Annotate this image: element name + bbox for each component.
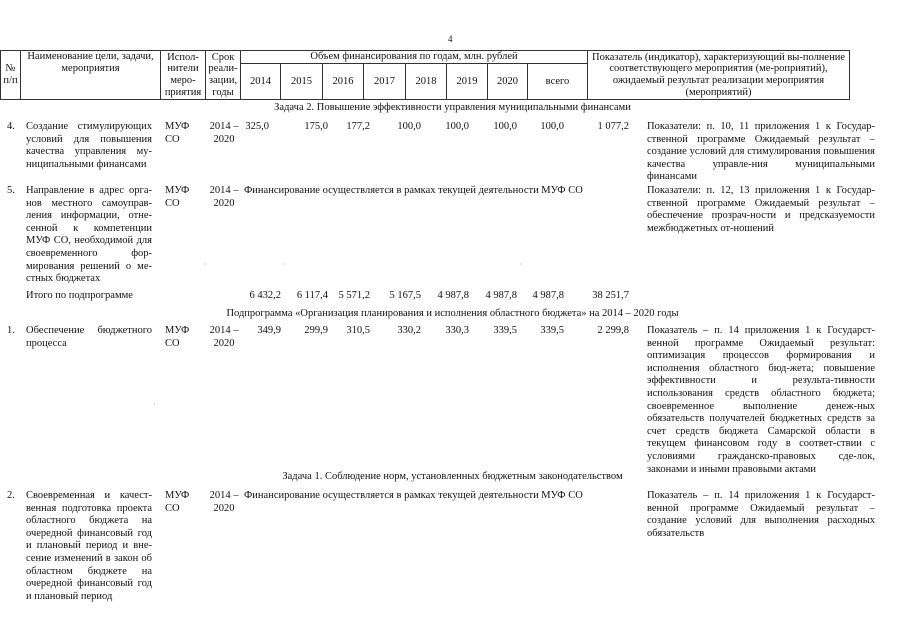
subtotal-value: 5 167,5: [389, 290, 421, 301]
row1-value: 339,5: [493, 325, 517, 336]
row2-num: 2.: [7, 490, 15, 501]
header-indicator: Показатель (индикатор), характеризующий вы-полнение соответствующего мероприятия (ме-роприятий), ожидаемый результат реализации мероприятия (мероприятий): [588, 51, 850, 100]
header-name: Наименование цели, задачи, мероприятия: [21, 51, 161, 100]
row4-value: 325,0: [245, 121, 269, 132]
task1-title: Задача 1. Соблюдение норм, установленных бюджетным законодательством: [282, 471, 623, 482]
row4-value: 177,2: [346, 121, 370, 132]
row4-value: 100,0: [493, 121, 517, 132]
header-year: 2018: [406, 64, 447, 100]
row4-value: 100,0: [445, 121, 469, 132]
row5-executor: МУФ СО: [165, 185, 190, 209]
header-year: 2014: [241, 64, 281, 100]
row2-financing-note: Финансирование осуществляется в рамках текущей деятельности МУФ СО: [244, 490, 583, 501]
subtotal-value: 5 571,2: [338, 290, 370, 301]
subtotal-value: 6 432,2: [249, 290, 281, 301]
header-num: № п/п: [1, 51, 21, 100]
row2-name: Своевременная и качест-венная подготовка проекта областного бюджета на очередной финансовый год и плановый период и вне-сение изменений в закон об областном бюджете на очередной финансовый год и плановый период: [26, 490, 152, 602]
scan-speck: ·: [153, 400, 156, 409]
row5-num: 5.: [7, 185, 15, 196]
row5-financing-note: Финансирование осуществляется в рамках текущей деятельности МУФ СО: [244, 185, 583, 196]
header-year: 2019: [447, 64, 488, 100]
row2-indicator: Показатель – п. 14 приложения 1 к Государст-венной программе Ожидаемый результат – создание условий для выполнения расходных обязательств: [647, 490, 875, 539]
subtotal-value: 4 987,8: [485, 290, 517, 301]
subtotal-label: Итого по подпрограмме: [26, 290, 133, 301]
row5-term: 2014 – 2020: [209, 185, 239, 209]
row1-value: 349,9: [257, 325, 281, 336]
header-executor: Испол-нители меро-приятия: [161, 51, 206, 100]
row5-indicator: Показатели: п. 12, 13 приложения 1 к Государ-ственной программе Ожидаемый результат – обеспечение прозрач-ности и предсказуемости межбюджетных от-ношений: [647, 185, 875, 234]
row4-indicator: Показатели: п. 10, 11 приложения 1 к Государ-ственной программе Ожидаемый результат – создание условий для стимулирования повышения качества управле-ния муниципальными финансами: [647, 121, 875, 183]
row1-num: 1.: [7, 325, 15, 336]
header-year: 2017: [364, 64, 406, 100]
header-financing: Объем финансирования по годам, млн. рублей: [241, 51, 588, 64]
header-total: всего: [528, 64, 588, 100]
row1-value: 310,5: [346, 325, 370, 336]
subprogram-title: Подпрограмма «Организация планирования и исполнения областного бюджета» на 2014 – 2020 годы: [226, 308, 679, 319]
row4-executor: МУФ СО: [165, 121, 190, 145]
header-year: 2020: [488, 64, 528, 100]
row4-num: 4.: [7, 121, 15, 132]
row4-name: Создание стимулирующих условий для повышения качества управления му-ниципальными финансами: [26, 121, 152, 170]
row4-value: 100,0: [397, 121, 421, 132]
row1-value: 299,9: [304, 325, 328, 336]
row1-value: 330,3: [445, 325, 469, 336]
row1-executor: МУФ СО: [165, 325, 190, 349]
row1-term: 2014 – 2020: [209, 325, 239, 349]
scan-speck: ·: [282, 260, 285, 269]
subtotal-total: 38 251,7: [592, 290, 629, 301]
subtotal-value: 6 117,4: [296, 290, 328, 301]
row1-value: 339,5: [540, 325, 564, 336]
scan-speck: ·: [520, 260, 523, 269]
row4-value: 175,0: [304, 121, 328, 132]
row2-executor: МУФ СО: [165, 490, 190, 514]
row4-value: 100,0: [540, 121, 564, 132]
task2-title: Задача 2. Повышение эффективности управления муниципальными финансами: [274, 102, 631, 113]
row1-name: Обеспечение бюджетного процесса: [26, 325, 152, 349]
subtotal-value: 4 987,8: [532, 290, 564, 301]
subtotal-value: 4 987,8: [437, 290, 469, 301]
row4-total: 1 077,2: [597, 121, 629, 132]
header-year: 2015: [281, 64, 323, 100]
scan-speck: ·: [204, 260, 207, 269]
row1-total: 2 299,8: [597, 325, 629, 336]
row1-indicator: Показатель – п. 14 приложения 1 к Государст-венной программе Ожидаемый результат: оптимизация процессов формирования и исполнения областного бюд-жета; повышение эффективности и результа-тивности использования средств областного бюджета; своевременное выполнение денеж-ных обязательств получателей бюджетных средств за счет средств бюджета Самарской области в текущем финансовом году в соответ-ствии с условиями гражданско-правовых сде-лок, законами и иными правовыми актами: [647, 325, 875, 475]
row5-name: Направление в адрес орга-нов местного самоуправ-ления информации, отне-сенной к компетенции МУФ СО, необходимой для своевременного фор-мирования решений о ме-стных бюджетах: [26, 185, 152, 285]
header-term: Срок реали-зации, годы: [206, 51, 241, 100]
page-number: 4: [448, 34, 453, 44]
row4-term: 2014 – 2020: [209, 121, 239, 145]
table-header: [0, 50, 850, 100]
row1-value: 330,2: [397, 325, 421, 336]
row2-term: 2014 – 2020: [209, 490, 239, 514]
header-year: 2016: [323, 64, 364, 100]
